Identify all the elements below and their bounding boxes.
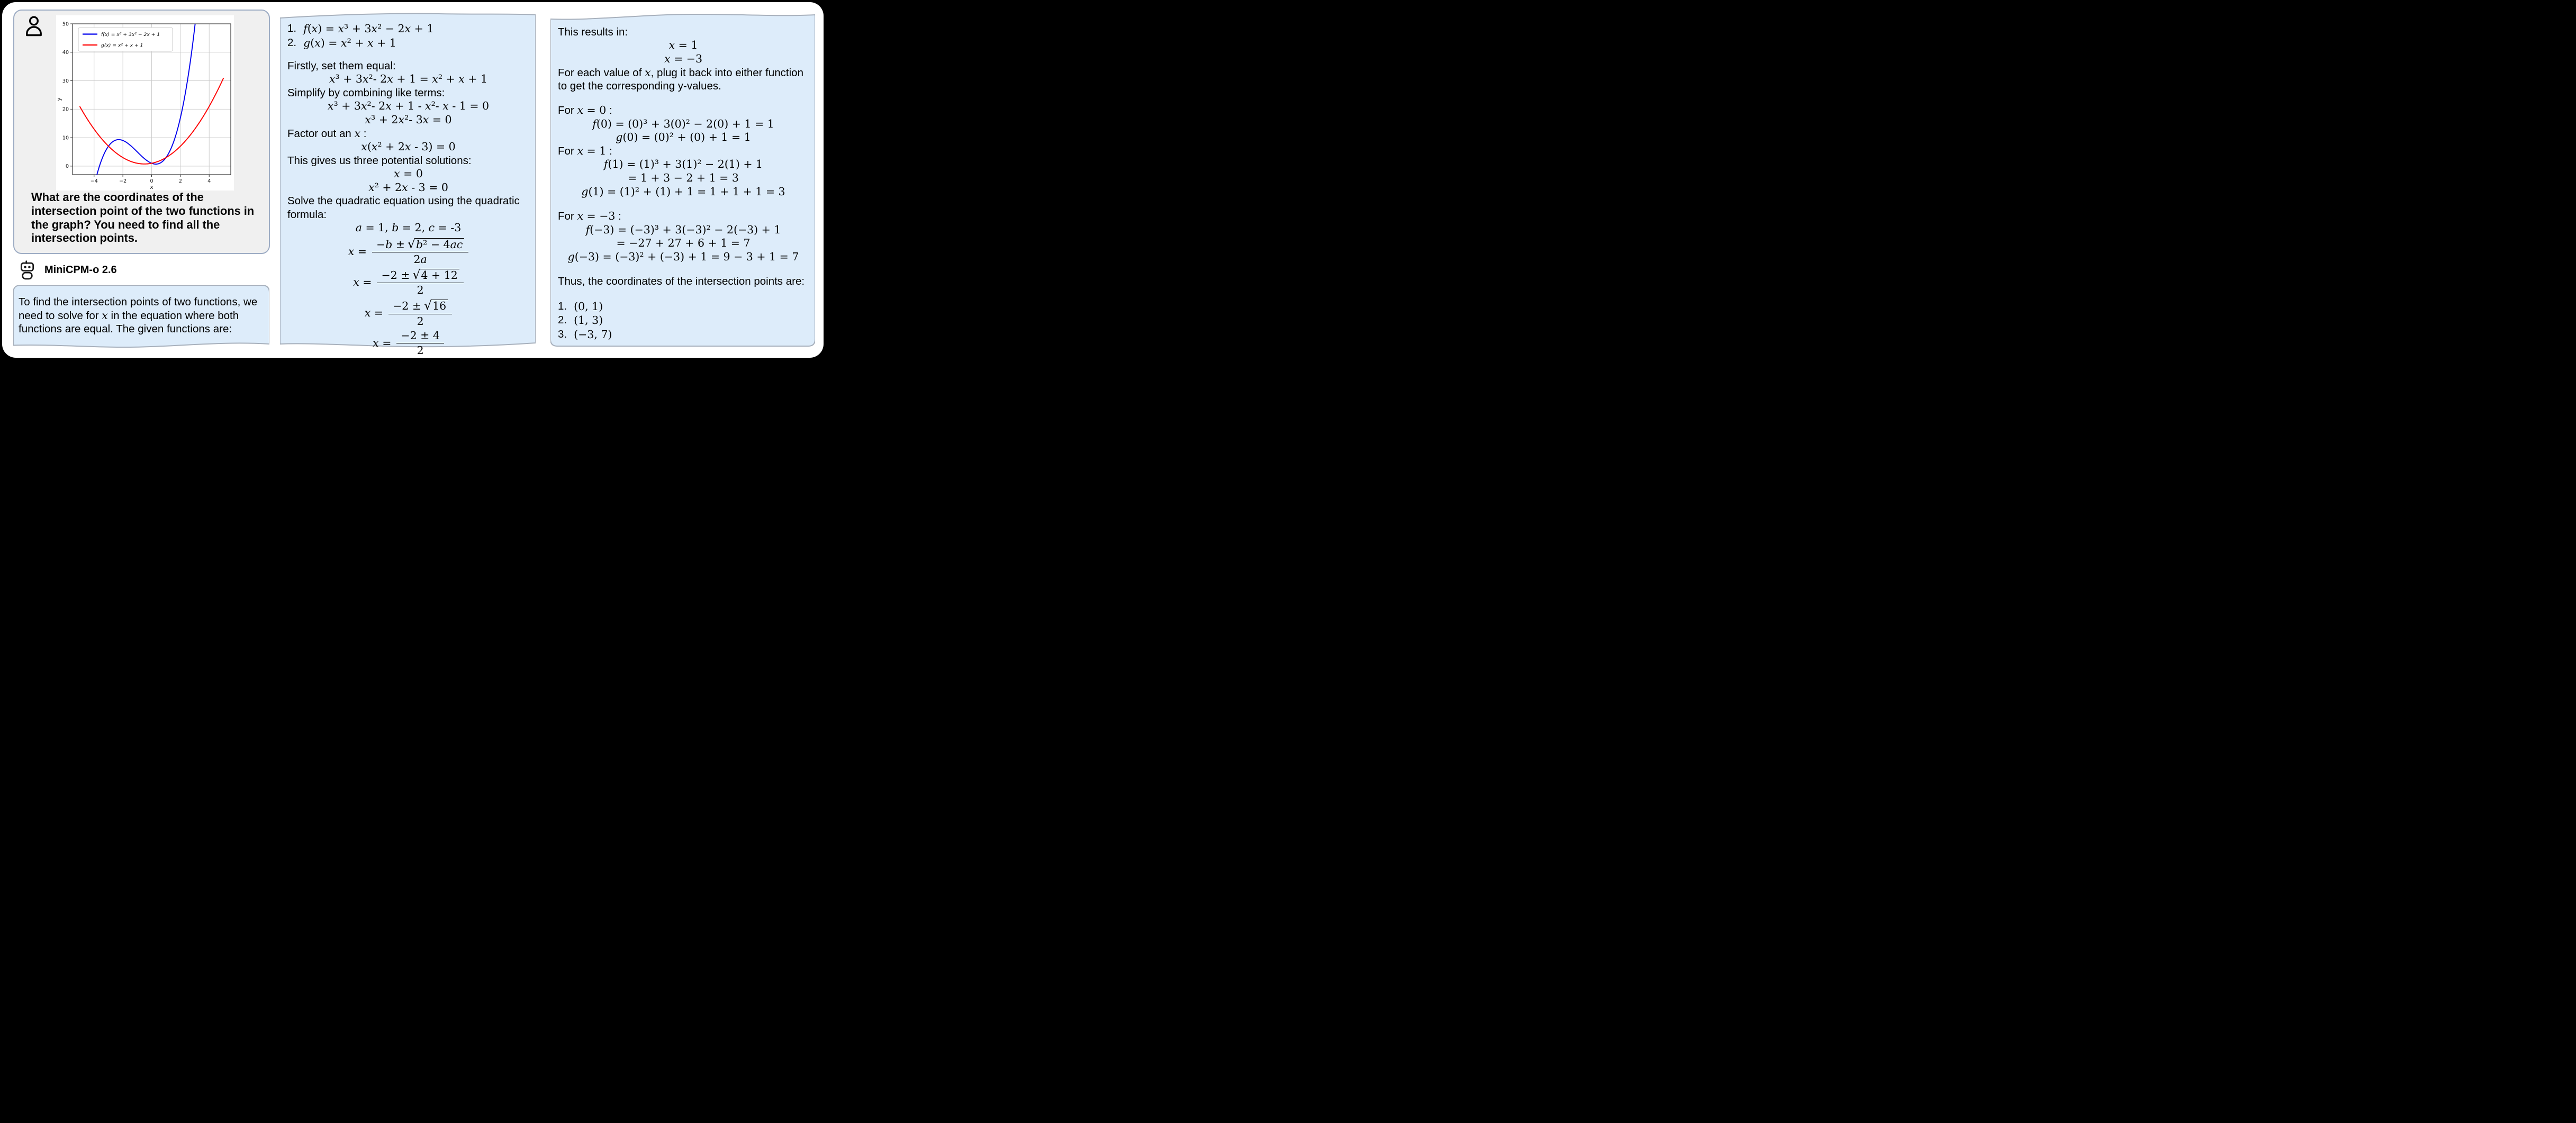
list-number: 2.: [558, 314, 567, 327]
results-content: [550, 13, 815, 349]
assistant-intro-text: To find the intersection points of two functions, we need to solve for x in the equation where both functions are equal. The given functions are:: [19, 296, 258, 335]
math-line: g(0) = (0)² + (0) + 1 = 1: [616, 131, 751, 144]
math-line: = 1 + 3 − 2 + 1 = 3: [628, 171, 739, 184]
svg-text:f(x) = x³ + 3x² − 2x + 1: f(x) = x³ + 3x² − 2x + 1: [101, 31, 160, 38]
assistant-bubble-intro: [13, 285, 269, 350]
text-line: Simplify by combining like terms:: [287, 87, 445, 99]
math-line: f(0) = (0)³ + 3(0)² − 2(0) + 1 = 1: [592, 117, 774, 130]
svg-text:0: 0: [150, 178, 153, 184]
assistant-bubble-results: [550, 13, 815, 349]
math-line: x³ + 3x²- 2x + 1 = x² + x + 1: [329, 73, 488, 86]
text-line: Thus, the coordinates of the intersection points are:: [558, 275, 805, 288]
spacer: [558, 93, 809, 104]
list-item: 3. (−3, 7): [558, 328, 612, 341]
text-line: Firstly, set them equal:: [287, 60, 396, 72]
list-item: 1. (0, 1): [558, 300, 603, 313]
text-line: This results in:: [558, 26, 628, 38]
list-number: 1.: [558, 300, 567, 312]
spacer: [287, 50, 529, 59]
derivation-content: [280, 13, 536, 357]
math-line: = −27 + 27 + 6 + 1 = 7: [616, 237, 751, 250]
text-line: For x = 0 :: [558, 104, 612, 117]
list-number: 3.: [558, 328, 567, 340]
svg-text:0: 0: [65, 164, 69, 170]
model-name-label: MiniCPM-o 2.6: [44, 264, 117, 276]
svg-text:x: x: [150, 184, 153, 191]
svg-text:10: 10: [62, 135, 69, 141]
svg-text:4: 4: [207, 178, 211, 184]
equation-fraction: x = −2 ± √ 4 + 12 2: [287, 268, 529, 296]
radical-sign: √: [424, 298, 432, 313]
function-graph: [56, 15, 234, 191]
spacer: [558, 264, 809, 275]
text-line: For x = −3 :: [558, 210, 621, 223]
list-number: 1.: [287, 22, 297, 34]
math-line: a = 1, b = 2, c = -3: [355, 221, 462, 234]
svg-text:50: 50: [62, 21, 69, 28]
assistant-bubble-derivation: [280, 13, 536, 357]
svg-text:−4: −4: [90, 178, 98, 184]
equation-fraction: x = −b ± √ b² − 4ac 2a: [287, 237, 529, 266]
math-line: g(1) = (1)² + (1) + 1 = 1 + 1 + 1 = 3: [581, 185, 785, 198]
text-line: For x = 1 :: [558, 144, 612, 157]
math-line: x(x² + 2x - 3) = 0: [361, 140, 456, 153]
math-line: g(−3) = (−3)² + (−3) + 1 = 9 − 3 + 1 = 7: [567, 250, 799, 263]
svg-text:40: 40: [62, 50, 69, 56]
math-line: x³ + 3x²- 2x + 1 - x²- x - 1 = 0: [327, 99, 490, 113]
list-number: 2.: [287, 36, 297, 49]
math-line: x² + 2x - 3 = 0: [368, 180, 448, 194]
text-line: Solve the quadratic equation using the quadratic formula:: [287, 195, 520, 221]
math-line: x³ + 2x²- 3x = 0: [365, 113, 452, 126]
list-item: 2. g(x) = x² + x + 1: [287, 36, 396, 49]
math-line: x = 0: [394, 167, 423, 180]
math-line: f(1) = (1)³ + 3(1)² − 2(1) + 1: [603, 158, 763, 171]
robot-icon: [20, 260, 34, 280]
spacer: [558, 288, 809, 300]
user-question-text: What are the coordinates of the intersection point of the two functions in the graph? You need to find all the intersection points.: [31, 191, 255, 245]
radical-sign: √: [412, 267, 421, 282]
text-line: This gives us three potential solutions:: [287, 154, 472, 167]
figure-page: [0, 0, 826, 360]
math-line: x = −3: [664, 52, 702, 65]
math-line: x = 1: [668, 39, 698, 52]
list-item: 2. (1, 3): [558, 314, 603, 327]
spacer: [558, 198, 809, 210]
text-line: For each value of x, plug it back into either function to get the corresponding y-values.: [558, 66, 803, 92]
radical-sign: √: [407, 236, 415, 251]
text-line: Factor out an x :: [287, 126, 367, 140]
svg-text:g(x) = x² + x + 1: g(x) = x² + x + 1: [101, 42, 143, 49]
list-item: 1. f(x) = x³ + 3x² − 2x + 1: [287, 22, 434, 35]
function-plot-svg: [56, 15, 234, 191]
svg-text:20: 20: [62, 106, 69, 113]
svg-text:y: y: [56, 97, 62, 101]
svg-text:30: 30: [62, 78, 69, 84]
math-line: f(−3) = (−3)³ + 3(−3)² − 2(−3) + 1: [585, 223, 781, 236]
svg-text:−2: −2: [119, 178, 127, 184]
equation-fraction: x = $\frac{-2 \pm 4}{2}$: [287, 330, 529, 357]
person-icon: [25, 16, 43, 37]
svg-text:2: 2: [178, 178, 182, 184]
equation-fraction: x = −2 ± √ 16 2: [287, 298, 529, 327]
